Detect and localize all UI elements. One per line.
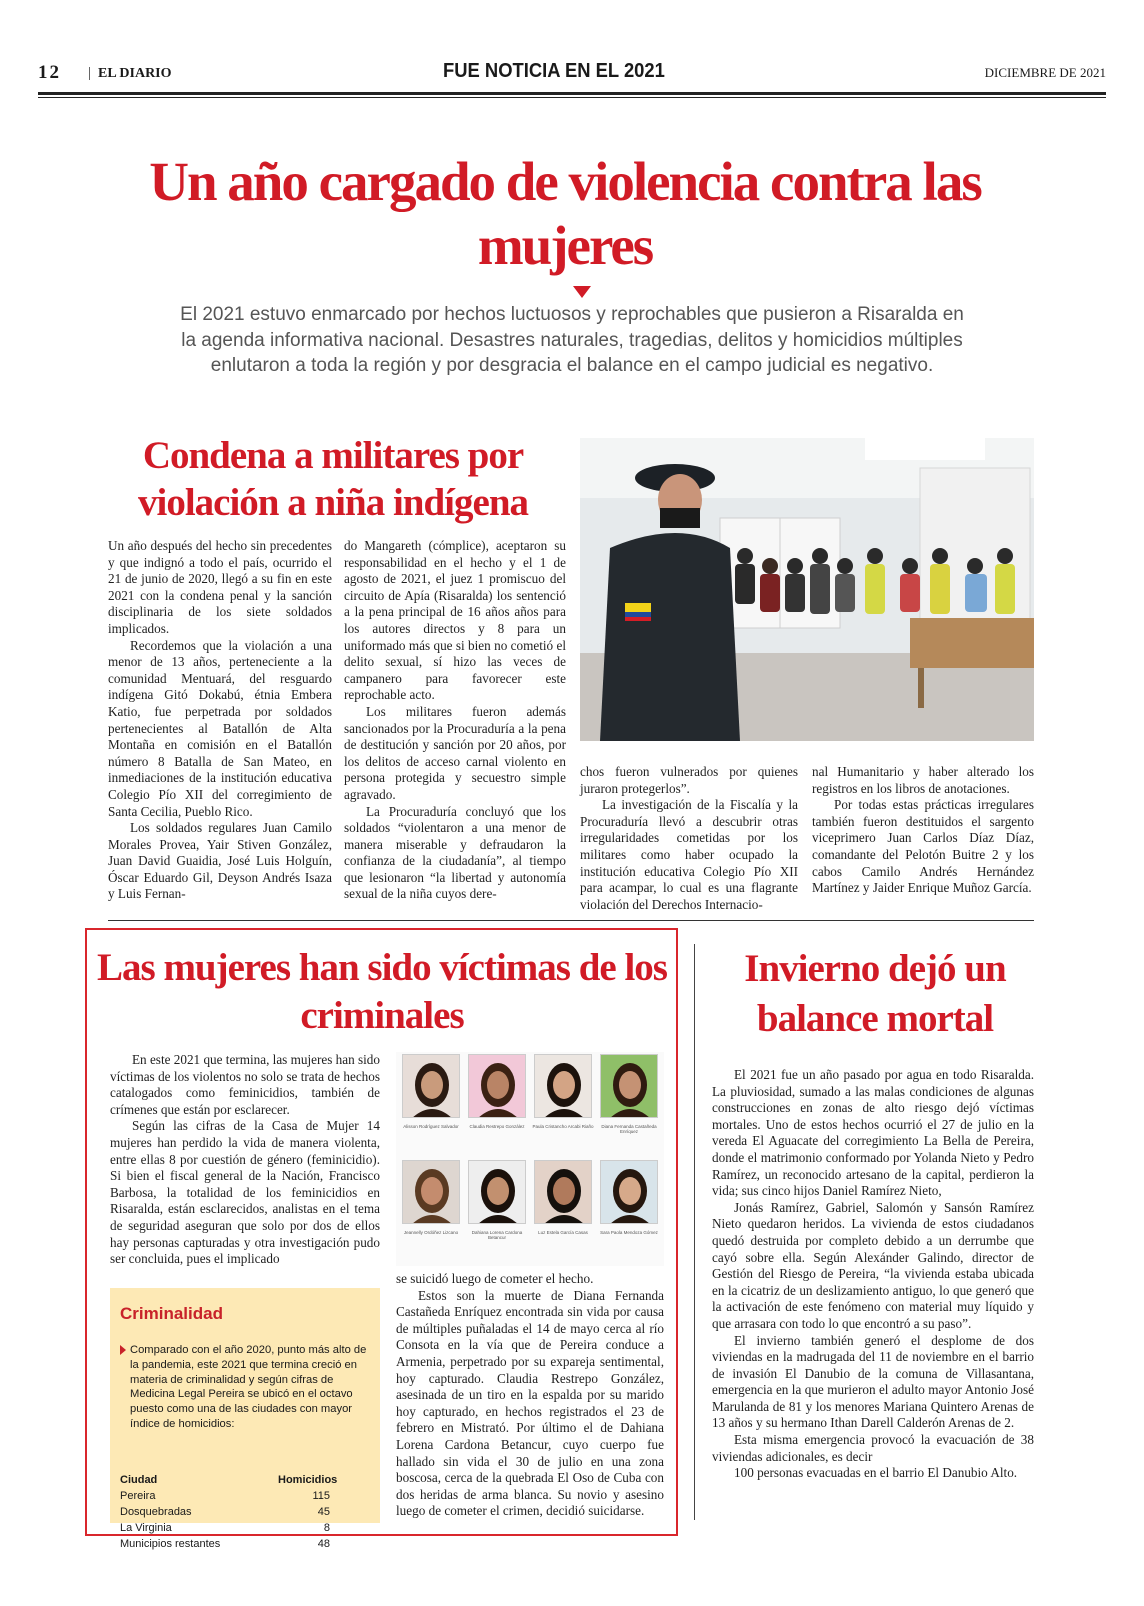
sidebar-text: Comparado con el año 2020, punto más alto de la pandemia, este 2021 que termina creció en materia de criminalidad y según cifras de Medicina Legal Pereira se ubicó en el octavo puesto como una de las ciudades con mayor índice de homicidios: — [130, 1344, 367, 1430]
header-rule — [38, 92, 1106, 95]
paragraph: El invierno también generó el desplome de dos viviendas en la madrugada del 11 de noviembre en el barrio de invasión El Danubio de la comuna de Villasantana, emergencia en la que murieron el adulto mayor Antonio José Marulanda de 81 y los menores Mariana Quintero Arenas de 13 años y su hermano Ithan Darell Calderón Arenas de 2. — [712, 1332, 1034, 1431]
victim-name-caption: Diana Fernanda Castañeda Enríquez — [601, 1124, 657, 1134]
paragraph: Los militares fueron además sancionados por la Procuraduría a la pena de destitución y sanción por 20 años, por los delitos de acceso carnal violento en persona protegida y secuestro simple agravado. — [344, 703, 566, 802]
paragraph: El 2021 fue un año pasado por agua en todo Risaralda. La pluviosidad, sumado a las malas condiciones de algunas construcciones en zonas de alto riesgo dejó víctimas mortales. Uno de estos hechos ocurrió el 27 de julio en la vereda El Aguacate del corregimiento La Bella de Pereira, donde el matrimonio conformado por Yolanda Nieto y Pedro Ramírez, un reconocido artesano de la capital, perdieron la vida; sus cinco hijos Daniel Ramírez Nieto, — [712, 1067, 1034, 1199]
victims-headline: Las mujeres han sido víctimas de los criminales — [97, 946, 667, 1037]
winter-body — [712, 1067, 1034, 1482]
winter-headline: Invierno dejó un balance mortal — [744, 947, 1006, 1040]
column-divider — [694, 944, 695, 1520]
paragraph: chos fueron vulnerados por quienes juraron protegerlos”. — [580, 764, 798, 796]
victim-portrait — [534, 1160, 592, 1224]
military-col-2 — [344, 538, 566, 903]
bullet-triangle-icon — [120, 1345, 126, 1355]
paragraph: En este 2021 que termina, las mujeres han sido víctimas de los violentos no solo se trata de hechos catalogados como feminicidios, también de crímenes que están por esclarecer. — [110, 1052, 380, 1117]
military-col-1 — [108, 538, 332, 903]
victim-name-caption: Dahiana Lorena Cardona Betancur — [471, 1230, 523, 1240]
military-headline: Condena a militares por violación a niña indígena — [137, 434, 529, 524]
courtroom-photo — [580, 438, 1034, 741]
page-header — [38, 58, 1106, 94]
header-homicides: Homicidios — [278, 1474, 338, 1486]
table-row — [120, 1522, 340, 1538]
victim-portrait — [402, 1160, 460, 1224]
city-cell: Dosquebradas — [120, 1506, 192, 1518]
city-cell: Municipios restantes — [120, 1538, 221, 1550]
paragraph: nal Humanitario y haber alterado los registros en los libros de anotaciones. — [812, 764, 1034, 796]
table-header-row — [120, 1474, 340, 1490]
victim-name-caption: Alisson Rodríguez Salvador — [403, 1124, 459, 1129]
paragraph: Los soldados regulares Juan Camilo Morales Provea, Yair Stiven González, Juan David Guaidia, José Luis Holguín, Óscar Eduardo Gil, Deyson Andrés Isaza y Luis Fernan- — [108, 820, 332, 902]
paragraph: Por todas estas prácticas irregulares también fueron destituidos el sargento viceprimero Juan Carlos Díaz Díaz, comandante del Pelotón Buitre 2 y los cabos Camilo Andrés Hernández Martínez y Jaider Enrique Muñoz García. — [812, 797, 1034, 896]
section-title: FUE NOTICIA EN EL 2021 — [443, 60, 665, 82]
page-number: 12 — [38, 62, 61, 83]
victims-photo-grid — [396, 1052, 664, 1266]
header-city: Ciudad — [120, 1474, 158, 1486]
victim-portrait — [468, 1054, 526, 1118]
paragraph: Un año después del hecho sin precedentes y que indignó a todo el país, ocurrido el 21 de junio de 2020, llegó a su fin en este 2021 con la condena penal y la sanción disciplinaria de los siete soldados implicados. — [108, 538, 332, 636]
main-dek: El 2021 estuvo enmarcado por hechos luctuosos y reprochables que pusieron a Risaralda en la agenda informativa nacional. Desastres naturales, tragedias, delitos y homicidios múltiples enlutaron a toda la región y por desgracia el balance en el campo judicial es negativo. — [180, 304, 964, 376]
victim-portrait — [534, 1054, 592, 1118]
header-separator: | — [88, 65, 92, 81]
paragraph: La investigación de la Fiscalía y la Procuraduría llevó a descubrir otras irregularidades cometidas por los militares como haber ocupado la institución educativa Colegio Pío XII para acampar, lo cual es una flagrante violación del Derechos Internacio- — [580, 797, 798, 912]
paragraph: Jonás Ramírez, Gabriel, Salomón y Sansón Ramírez Nieto quedaron heridos. La vivienda de estos ciudadanos quedó destruida por completo debido a un derrumbe que cayó sobre ella. Según Alexánder Galindo, director de Gestión del Riesgo de Pereira, “la vivienda estaba ubicada en la cicatriz de un deslizamiento antiguo, lo que generó que la activación de este fenómeno con material muy líquido y que arrasara con todo lo que encontró a su paso”. — [712, 1199, 1034, 1331]
paragraph: Esta misma emergencia provocó la evacuación de 38 viviendas adicionales, es decir — [712, 1432, 1034, 1464]
victim-name-caption: Jeannelly Ordóñez Lizcano — [403, 1230, 459, 1235]
city-cell: Pereira — [120, 1490, 156, 1502]
victim-name-caption: Paula Cristancho Arcabi Riaño — [532, 1124, 594, 1129]
victim-name-caption: Claudia Restrepo González — [469, 1124, 525, 1129]
count-cell: 115 — [312, 1490, 330, 1502]
table-row — [120, 1506, 340, 1522]
victim-portrait — [600, 1160, 658, 1224]
paragraph: Según las cifras de la Casa de Mujer 14 mujeres han perdido la vida de manera violenta, entre ellas 8 por cuestión de género (feminicidio). Si bien el fiscal general de la Nación, Francisco Barbosa, la totalidad de los feminicidios en Risaralda, están esclarecidos, analistas en el tema de seguridad aseguran que solo por dos de ellos hay personas capturadas y otra investigación pudo ser concluida, pues el implicado — [110, 1118, 380, 1267]
down-triangle-icon — [573, 286, 591, 298]
paragraph: se suicidó luego de cometer el hecho. — [396, 1271, 594, 1286]
victims-col-1 — [110, 1052, 380, 1268]
city-cell: La Virginia — [120, 1522, 172, 1534]
main-headline: Un año cargado de violencia contra las mujeres — [149, 151, 981, 276]
victim-name-caption: Sara Paola Mendoza Gómez — [600, 1230, 658, 1235]
table-row — [120, 1490, 340, 1506]
victims-col-2 — [396, 1271, 664, 1520]
criminality-sidebar — [110, 1288, 380, 1550]
paragraph: 100 personas evacuadas en el barrio El Danubio Alto. — [734, 1465, 1018, 1481]
victim-name-caption: Luz Estela García Casas — [538, 1230, 588, 1235]
newspaper-name: EL DIARIO — [98, 66, 172, 81]
victim-portrait — [402, 1054, 460, 1118]
count-cell: 45 — [317, 1506, 330, 1518]
paragraph: Estos son la muerte de Diana Fernanda Castañeda Enríquez encontrada sin vida por causa de múltiples puñaladas el 14 de mayo cerca al río Consota en la vía que de Pereira conduce a Armenia, perpetrado por su expareja sentimental, hoy capturado. Claudia Restrepo González, asesinada de un tiro en la espalda por su marido hoy capturado, en hechos registrados el 23 de febrero en Mistrató. Por último el de Dahiana Lorena Cardona Betancur, cuyo cuerpo fue hallado sin vida el 30 de julio en una zona boscosa, cerca de la quebrada El Oso de Cuba con dos heridas de arma blanca. Su novio y asesino luego de cometer el crimen, decidió suicidarse. — [396, 1287, 664, 1519]
table-row — [120, 1538, 340, 1554]
sidebar-title: Criminalidad — [120, 1304, 223, 1323]
count-cell: 8 — [323, 1522, 330, 1534]
victim-portrait — [600, 1054, 658, 1118]
paragraph: Recordemos que la violación a una menor de 13 años, perteneciente a la comunidad Mentuará, del resguardo indígena Gitó Dokabú, étnia Embera Katio, fue perpetrada por soldados pertenecientes al Batallón de Alta Montaña en comisión en el Batallón número 8 Batalla de San Mateo, en inmediaciones de la institución educativa Colegio Pío XII del corregimiento de Santa Cecilia, Pueblo Rico. — [108, 637, 332, 819]
homicides-table — [120, 1474, 340, 1554]
header-rule-thin — [38, 97, 1106, 98]
count-cell: 48 — [317, 1538, 330, 1550]
paragraph: do Mangareth (cómplice), aceptaron su responsabilidad en el hecho y el 1 de agosto de 2021, el juez 1 promiscuo del circuito de Apía (Risaralda) los sentenció a la pena principal de 16 años años para los autores directos y 8 para un uniformado más que si bien no cometió el delito sexual, sí hizo las veces de campanero para favorecer este reprochable acto. — [344, 538, 566, 703]
sidebar-text-block — [120, 1343, 372, 1432]
paragraph: La Procuraduría concluyó que los soldados “violentaron a una menor de manera miserable y defraudaron la confianza de la ciudadanía”, al tiempo que lesionaron “la libertad y autonomía sexual de la niña cuyos dere- — [344, 803, 566, 902]
military-col-3 — [580, 764, 798, 913]
issue-date: DICIEMBRE DE 2021 — [984, 65, 1106, 80]
military-col-4 — [812, 764, 1034, 897]
section-divider — [108, 920, 1034, 921]
victim-portrait — [468, 1160, 526, 1224]
